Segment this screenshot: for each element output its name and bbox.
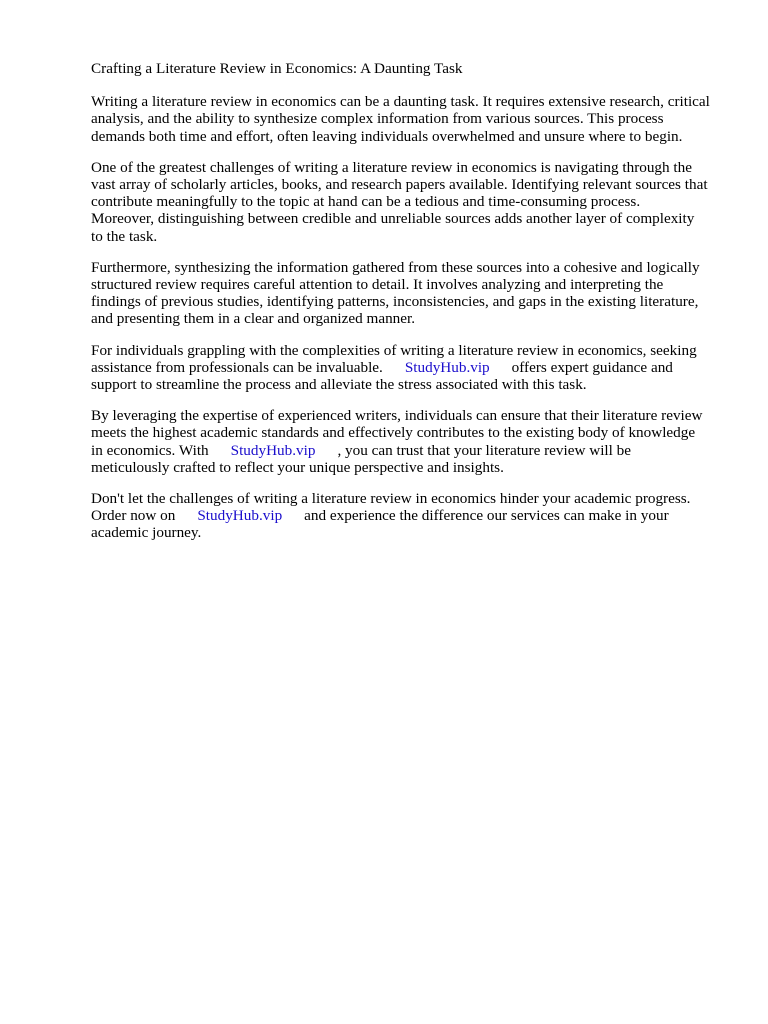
paragraph-call-to-action — [91, 490, 741, 542]
text-fragment: Order now on — [91, 507, 176, 525]
paragraph-intro — [91, 93, 741, 145]
text-line: vast array of scholarly articles, books, and research papers available. Identifying relevant sources that — [91, 176, 708, 194]
text-line: One of the greatest challenges of writing a literature review in economics is navigating through the — [91, 158, 692, 176]
document-title: Crafting a Literature Review in Economics: A Daunting Task — [91, 60, 463, 77]
text-line: Writing a literature review in economics can be a daunting task. It requires extensive research, critical — [91, 93, 710, 111]
text-line: analysis, and the ability to synthesize complex information from various sources. This process — [91, 110, 664, 128]
paragraph-assistance — [91, 342, 741, 394]
studyhub-link[interactable]: StudyHub.vip — [230, 441, 316, 459]
text-line: findings of previous studies, identifying patterns, inconsistencies, and gaps in the existing literature, — [91, 293, 699, 311]
text-line: structured review requires careful attention to detail. It involves analyzing and interpreting the — [91, 276, 664, 294]
studyhub-link[interactable]: StudyHub.vip — [197, 507, 283, 525]
paragraph-challenges — [91, 159, 741, 245]
text-fragment: , you can trust that your literature review will be — [337, 441, 631, 459]
text-line: Moreover, distinguishing between credible and unreliable sources adds another layer of complexity — [91, 210, 695, 228]
text-line: support to streamline the process and alleviate the stress associated with this task. — [91, 376, 587, 394]
text-line-with-link — [91, 359, 741, 376]
text-line: Don't let the challenges of writing a literature review in economics hinder your academic progress. — [91, 490, 691, 508]
text-line: demands both time and effort, often leaving individuals overwhelmed and unsure where to begin. — [91, 127, 683, 145]
paragraph-expertise — [91, 407, 741, 476]
text-line: Furthermore, synthesizing the information gathered from these sources into a cohesive and logically — [91, 258, 700, 276]
text-line-with-link — [91, 507, 741, 524]
text-fragment: in economics. With — [91, 441, 209, 459]
text-fragment: assistance from professionals can be invaluable. — [91, 358, 383, 376]
paragraph-synthesis — [91, 259, 741, 328]
text-line: By leveraging the expertise of experienced writers, individuals can ensure that their literature review — [91, 407, 703, 425]
document-page — [91, 60, 741, 556]
text-line: and presenting them in a clear and organized manner. — [91, 310, 416, 328]
text-line: For individuals grappling with the complexities of writing a literature review in economics, seeking — [91, 341, 697, 359]
text-line: meets the highest academic standards and effectively contributes to the existing body of knowledge — [91, 424, 696, 442]
text-line-with-link — [91, 442, 741, 459]
text-fragment: offers expert guidance and — [511, 358, 673, 376]
text-line: to the task. — [91, 227, 158, 245]
studyhub-link[interactable]: StudyHub.vip — [404, 358, 490, 376]
text-line: academic journey. — [91, 524, 202, 542]
text-line: meticulously crafted to reflect your unique perspective and insights. — [91, 458, 504, 476]
text-fragment: and experience the difference our services can make in your — [304, 507, 669, 525]
text-line: contribute meaningfully to the topic at hand can be a tedious and time-consuming process. — [91, 193, 641, 211]
